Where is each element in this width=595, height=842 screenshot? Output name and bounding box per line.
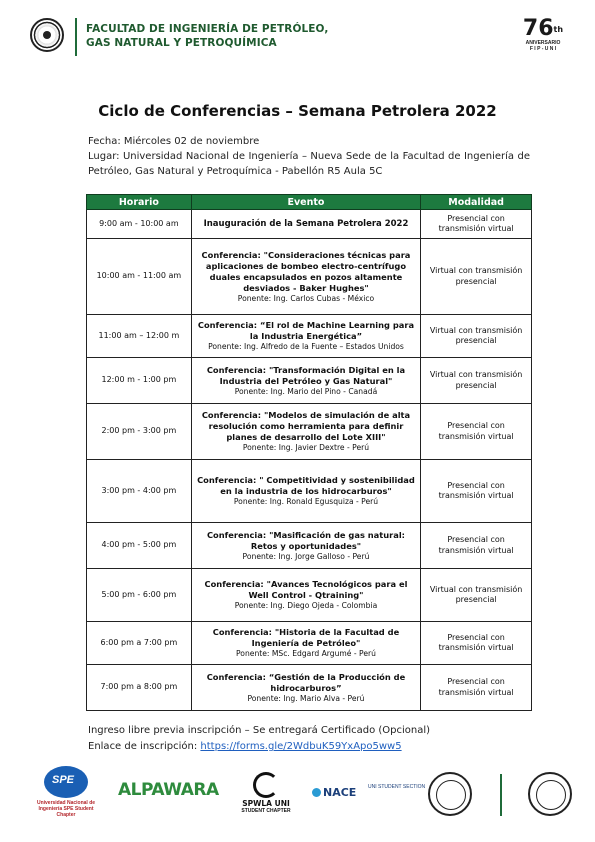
cell-horario: 11:00 am – 12:00 m: [87, 315, 192, 358]
cell-horario: 5:00 pm - 6:00 pm: [87, 569, 192, 622]
alpawara-logo: ALPAWARA: [118, 780, 219, 800]
cell-evento: [191, 460, 420, 523]
cell-modalidad: Presencial con transmisión virtual: [421, 622, 532, 665]
cell-evento: [191, 569, 420, 622]
event-title: Conferencia: "Masificación de gas natural: Retos y oportunidades": [206, 529, 405, 551]
cell-modalidad: Presencial con transmisión virtual: [421, 523, 532, 569]
anniversary-org: F I P - U N I: [529, 46, 557, 52]
event-title: Conferencia: "Avances Tecnológicos para el Well Control - Qtraining": [204, 579, 408, 600]
table-header-row: [87, 195, 532, 210]
cell-modalidad: Virtual con transmisión presencial: [421, 315, 532, 358]
column-header-modalidad: Modalidad: [421, 195, 532, 210]
event-speaker: Ponente: MSc. Edgard Argumé - Perú: [236, 649, 376, 658]
cell-horario: 6:00 pm a 7:00 pm: [87, 622, 192, 665]
spwla-name: SPWLA UNI: [242, 799, 290, 808]
cell-modalidad: Presencial con transmisión virtual: [421, 210, 532, 239]
event-speaker: Ponente: Ing. Ronald Egusquiza - Perú: [233, 497, 379, 506]
event-speaker: Ponente: Ing. Javier Dextre - Perú: [242, 443, 370, 452]
schedule-table: [86, 194, 532, 711]
header-divider: [75, 18, 77, 56]
registration-link[interactable]: https://forms.gle/2WdbuK59YxApo5ww5: [200, 741, 402, 752]
cell-horario: 12:00 m - 1:00 pm: [87, 358, 192, 404]
nace-name: NACE: [323, 786, 357, 799]
event-speaker: Ponente: Ing. Diego Ojeda - Colombia: [234, 601, 378, 610]
institution-seal-icon: [428, 772, 472, 816]
university-seal-icon: [528, 772, 572, 816]
spe-mark: SPE: [52, 774, 75, 786]
table-row: [87, 358, 532, 404]
faculty-name-line2: GAS NATURAL Y PETROQUÍMICA: [86, 37, 277, 49]
event-title: Conferencia: " Competitividad y sostenibilidad en la industria de los hidrocarburos": [197, 475, 415, 496]
registration-link-line: [88, 739, 538, 754]
sponsor-divider: [500, 774, 502, 816]
cell-modalidad: Virtual con transmisión presencial: [421, 569, 532, 622]
cell-horario: 4:00 pm - 5:00 pm: [87, 523, 192, 569]
event-title: Conferencia: "Consideraciones técnicas para aplicaciones de bombeo electro-centrífugo duales encapsulados en pozos altamente desviados - Baker Hughes": [201, 249, 411, 293]
cell-horario: 9:00 am - 10:00 am: [87, 210, 192, 239]
spe-logo: [30, 766, 102, 818]
anniversary-suffix: th: [553, 25, 564, 34]
spe-caption: Universidad Nacional de Ingeniería SPE Student Chapter: [36, 800, 96, 818]
spwla-sub: STUDENT CHAPTER: [241, 808, 291, 814]
faculty-name: [86, 22, 328, 50]
anniversary-number: [519, 18, 567, 40]
fip-logo: [30, 18, 64, 52]
event-title: Conferencia: “Gestión de la Producción de hidrocarburos”: [206, 671, 406, 693]
cell-horario: 3:00 pm - 4:00 pm: [87, 460, 192, 523]
event-title: Conferencia: "Transformación Digital en la Industria del Petróleo y Gas Natural": [206, 364, 406, 386]
cell-modalidad: Presencial con transmisión virtual: [421, 460, 532, 523]
table-row: [87, 460, 532, 523]
table-row: [87, 665, 532, 711]
event-speaker: Ponente: Ing. Carlos Cubas - México: [237, 293, 375, 303]
event-title: Inauguración de la Semana Petrolera 2022: [203, 218, 409, 229]
event-date: Fecha: Miércoles 02 de noviembre: [88, 136, 260, 147]
anniversary-label: ANIVERSARIO: [525, 40, 561, 46]
cell-modalidad: Virtual con transmisión presencial: [421, 358, 532, 404]
table-row: [87, 210, 532, 239]
cell-evento: [191, 622, 420, 665]
event-speaker: Ponente: Ing. Mario Alva - Perú: [247, 693, 365, 703]
cell-horario: 10:00 am - 11:00 am: [87, 239, 192, 315]
cell-evento: [191, 665, 420, 711]
event-title: Conferencia: "Modelos de simulación de alta resolución como herramienta para definir planes de desarrollo del Lote XIII": [201, 410, 411, 442]
registration-note: Ingreso libre previa inscripción – Se entregará Certificado (Opcional): [88, 725, 431, 736]
event-title: Conferencia: "Historia de la Facultad de Ingeniería de Petróleo": [212, 627, 400, 648]
event-speaker: Ponente: Ing. Mario del Pino - Canadá: [234, 386, 378, 396]
cell-modalidad: Virtual con transmisión presencial: [421, 239, 532, 315]
event-speaker: Ponente: Ing. Alfredo de la Fuente – Estados Unidos: [208, 342, 404, 351]
table-row: [87, 622, 532, 665]
table-row: [87, 404, 532, 460]
nace-sub: UNI STUDENT SECTION: [368, 784, 426, 790]
cell-horario: 2:00 pm - 3:00 pm: [87, 404, 192, 460]
cell-modalidad: Presencial con transmisión virtual: [421, 404, 532, 460]
sponsor-logos: [0, 766, 595, 836]
page-header: [0, 0, 595, 80]
spwla-logo: [240, 772, 292, 814]
cell-horario: 7:00 pm a 8:00 pm: [87, 665, 192, 711]
table-row: [87, 523, 532, 569]
event-speaker: Ponente: Ing. Jorge Galloso - Perú: [242, 551, 370, 561]
registration-link-label: Enlace de inscripción:: [88, 741, 201, 752]
cell-evento: [191, 210, 420, 239]
spwla-icon: [253, 772, 279, 798]
event-location: Lugar: Universidad Nacional de Ingeniería – Nueva Sede de la Facultad de Ingeniería de Petróleo, Gas Natural y Petroquímica - Pabellón R5 Aula 5C: [88, 151, 530, 177]
table-row: [87, 569, 532, 622]
cell-evento: [191, 404, 420, 460]
event-title: Conferencia: “El rol de Machine Learning para la Industria Energética”: [197, 320, 415, 341]
cell-modalidad: Presencial con transmisión virtual: [421, 665, 532, 711]
anniversary-logo: [519, 18, 567, 52]
cell-evento: [191, 315, 420, 358]
nace-icon: [312, 788, 321, 797]
page-title: Ciclo de Conferencias – Semana Petrolera 2022: [98, 102, 497, 120]
nace-logo: [312, 786, 356, 799]
anniversary-number-text: 76: [522, 16, 554, 41]
cell-evento: [191, 523, 420, 569]
table-row: [87, 315, 532, 358]
column-header-evento: Evento: [191, 195, 420, 210]
faculty-name-line1: FACULTAD DE INGENIERÍA DE PETRÓLEO,: [86, 23, 329, 35]
column-header-horario: Horario: [87, 195, 192, 210]
spe-globe-icon: [44, 766, 88, 798]
table-row: [87, 239, 532, 315]
cell-evento: [191, 358, 420, 404]
cell-evento: [191, 239, 420, 315]
